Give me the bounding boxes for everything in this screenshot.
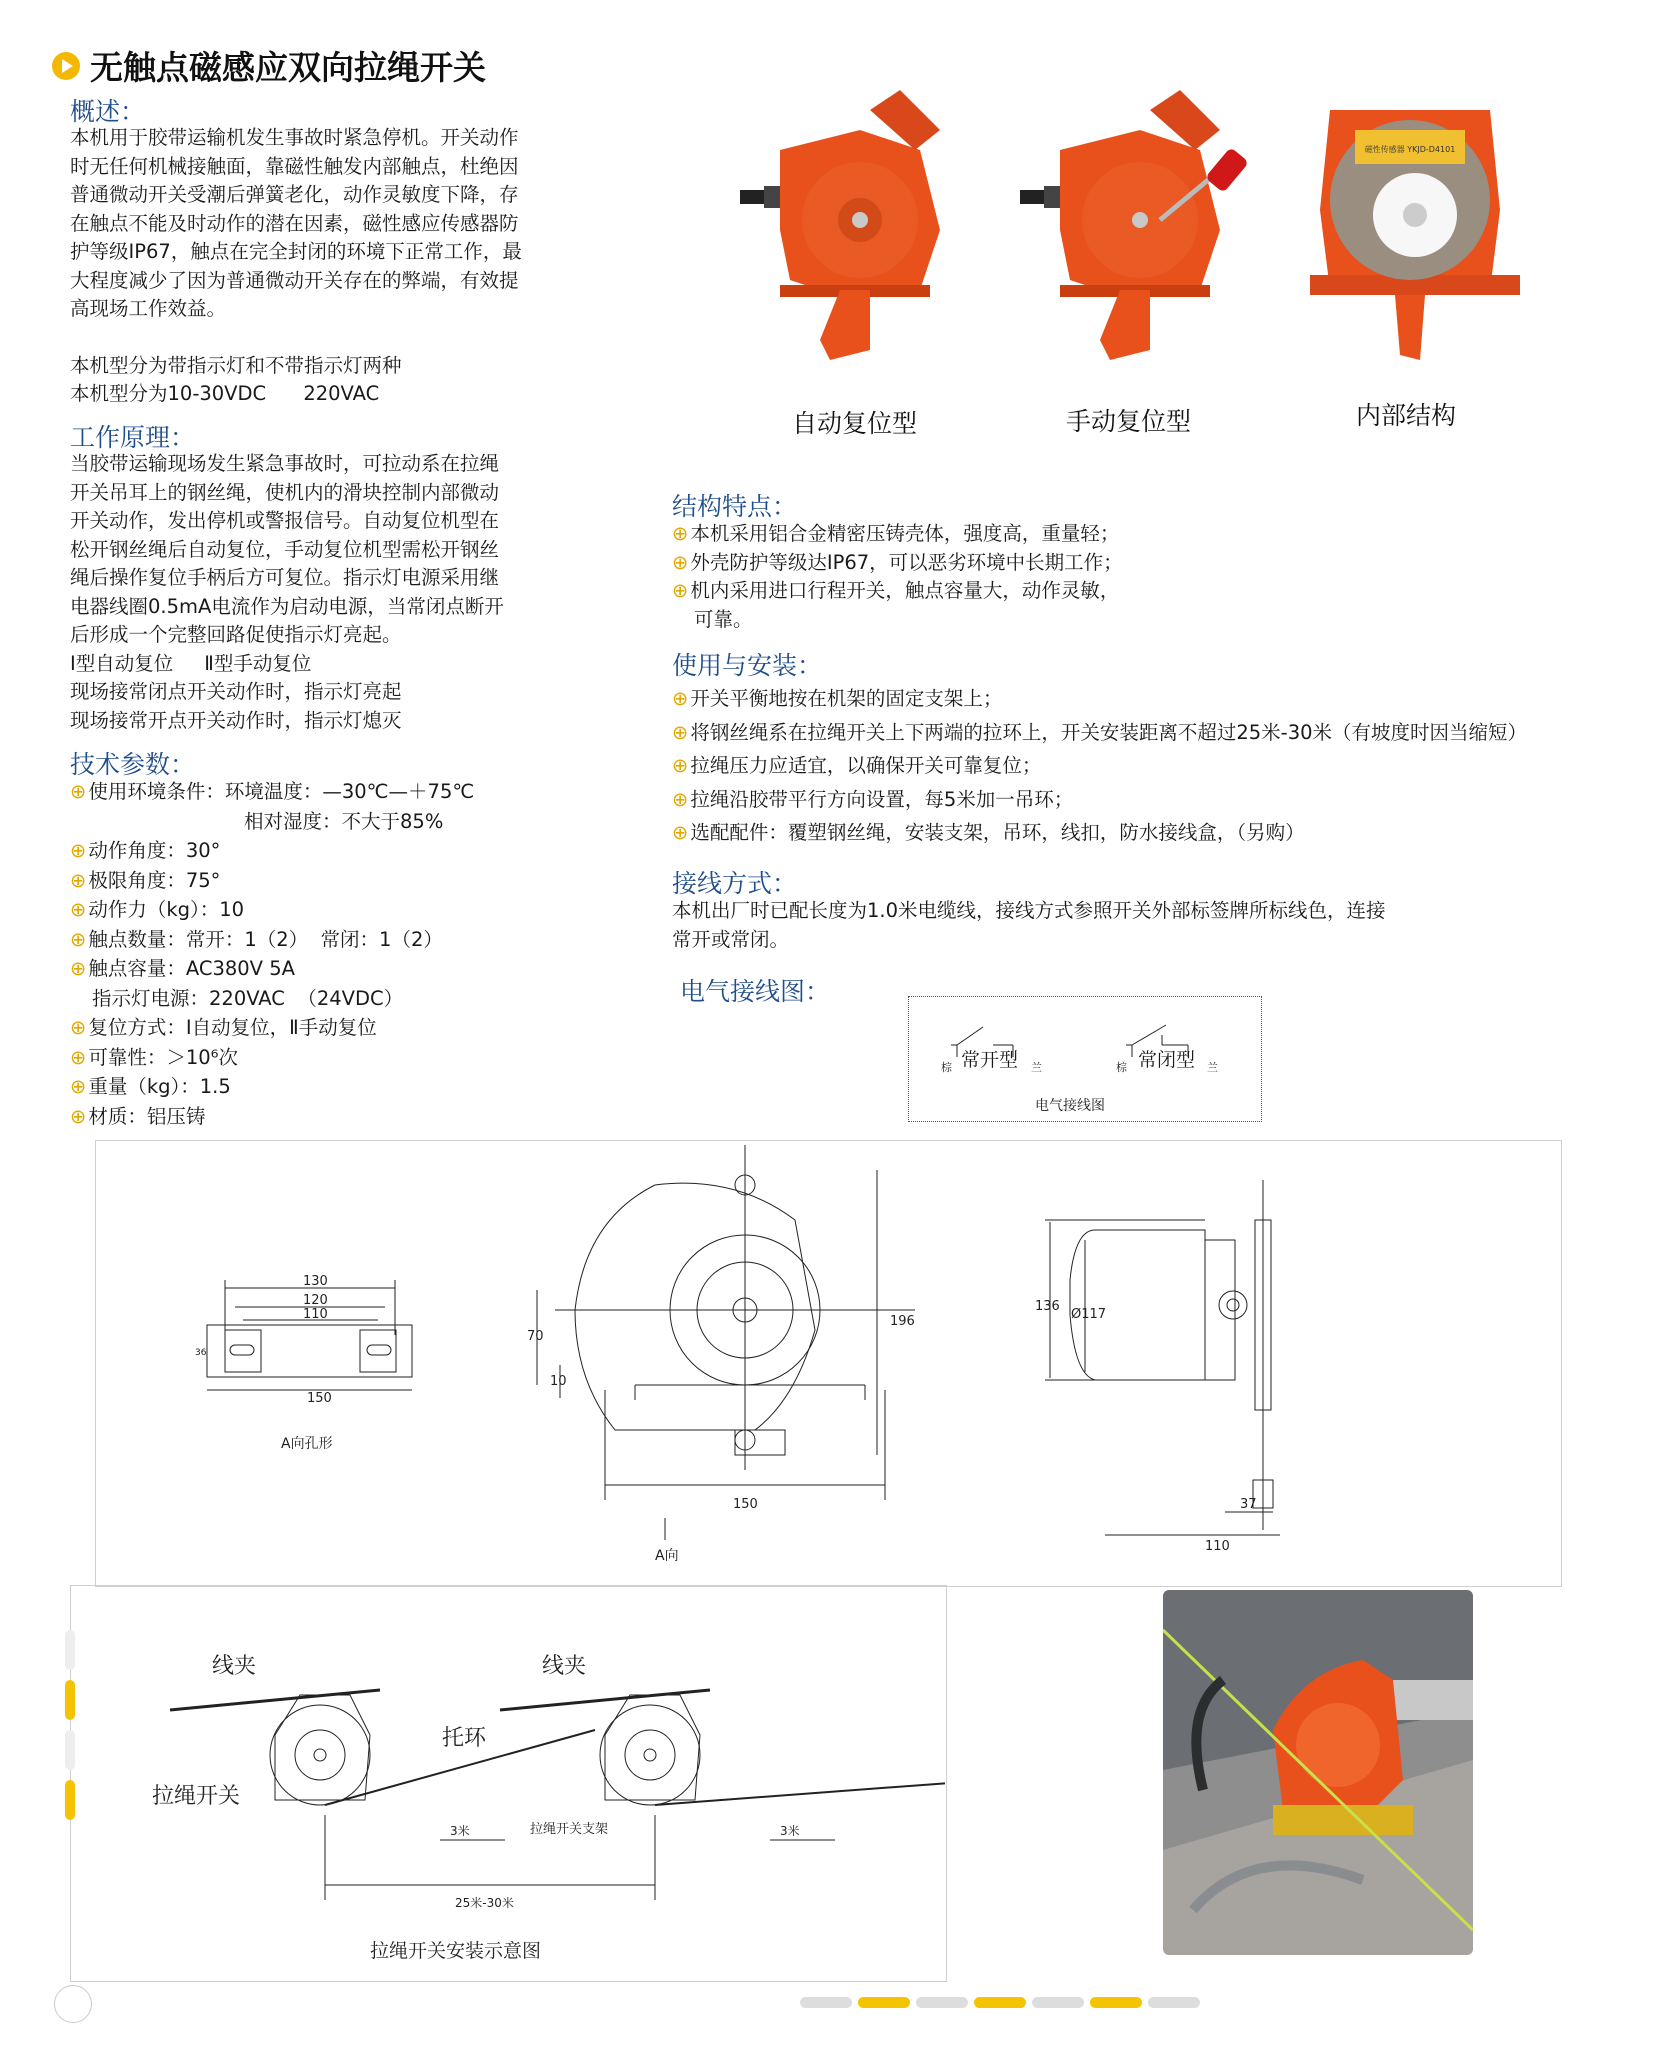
nc-label: 常闭型 <box>1138 1049 1196 1071</box>
install-caption: 拉绳开关安装示意图 <box>370 1940 542 1962</box>
nc-term-b: 兰 <box>1207 1061 1218 1074</box>
structure-list: ⊕ 本机采用铝合金精密压铸壳体，强度高，重量轻； ⊕ 外壳防护等级达IP67，可以恶劣环境中长期工作； ⊕ 机内采用进口行程开关，触点容量大，动作灵敏， 可靠。 <box>672 520 1123 634</box>
field-photo <box>1163 1590 1473 1955</box>
svg-text:磁性传感器 YKJD-D4101: 磁性传感器 YKJD-D4101 <box>1364 145 1456 154</box>
a-direction: A向 <box>655 1548 679 1564</box>
no-term-b: 兰 <box>1031 1061 1042 1074</box>
dim-130: 130 <box>303 1274 328 1289</box>
no-term-a: 棕 <box>941 1061 952 1074</box>
clamp-label-right: 线夹 <box>542 1654 587 1679</box>
tech-heading: 技术参数： <box>70 750 196 779</box>
caption-auto-reset: 自动复位型 <box>792 409 918 438</box>
electric-heading: 电气接线图： <box>680 977 831 1006</box>
install-heading: 使用与安装： <box>672 651 823 680</box>
manual-reset-photo <box>1020 90 1249 360</box>
dim-110-side: 110 <box>1205 1539 1230 1554</box>
dim-120: 120 <box>303 1293 328 1308</box>
page-corner-circle <box>54 1985 92 2023</box>
switch-right <box>500 1690 945 1805</box>
dim-37: 37 <box>1240 1497 1257 1512</box>
electric-diagram <box>908 996 1262 1122</box>
caption-internal: 内部结构 <box>1356 401 1457 430</box>
dim-110: 110 <box>303 1307 328 1322</box>
install-list: ⊕ 开关平衡地按在机架的固定支架上； ⊕ 将钢丝绳系在拉绳开关上下两端的拉环上，开关安装距离不超过25米-30米（有坡度时因当缩短） ⊕ 拉绳压力应适宜，以确保开关可靠复位； ⊕ 拉绳沿胶带平行方向设置，每5米加一吊环； ⊕ 选配配件：覆塑钢丝绳，安装支架，吊环，线扣，防水接线盒，（另购） <box>672 682 1527 850</box>
title-bullet-icon <box>52 52 80 80</box>
internal-structure-photo <box>1310 110 1520 360</box>
overview-heading: 概述： <box>70 97 146 126</box>
install-diagram <box>70 1585 945 1980</box>
side-view-drawing <box>1045 1180 1280 1535</box>
dim-136: 136 <box>1035 1299 1060 1314</box>
dim-150-front: 150 <box>733 1497 758 1512</box>
bracket-label: 拉绳开关支架 <box>530 1822 609 1837</box>
product-photos <box>740 90 1520 390</box>
dim-10: 10 <box>550 1374 567 1389</box>
no-label: 常开型 <box>961 1049 1019 1071</box>
dim-hole-h: 36 <box>195 1348 207 1358</box>
dimension-drawings <box>95 1140 1560 1585</box>
hole-caption: A向孔形 <box>281 1436 333 1452</box>
dim-196: 196 <box>890 1314 915 1329</box>
front-view-drawing <box>537 1145 915 1540</box>
switch-label: 拉绳开关 <box>152 1784 241 1809</box>
dim-117: Ø117 <box>1071 1307 1107 1322</box>
principle-heading: 工作原理： <box>70 423 196 452</box>
tech-list: ⊕ 使用环境条件：环境温度：—30℃—＋75℃ 相对湿度：不大于85% ⊕ 动作角度：30° ⊕ 极限角度：75° ⊕ 动作力（kg）：10 ⊕ 触点数量：常开：1（2） 常闭：1（2） ⊕ 触点容量：AC380V 5A 指示灯电源：220VAC （24VDC） ⊕ 复位方式：Ⅰ自动复位，Ⅱ手动复位 ⊕ 可靠性：＞10⁶次 ⊕ 重量（kg）：1.5 ⊕ 材质：铝压铸 <box>70 777 474 1131</box>
span-left: 3米 <box>450 1824 470 1838</box>
wiring-text: 本机出厂时已配长度为1.0米电缆线，接线方式参照开关外部标签牌所标线色，连接 常开或常闭。 <box>672 899 1386 951</box>
distance-label: 25米-30米 <box>455 1896 514 1910</box>
nc-term-a: 棕 <box>1116 1061 1127 1074</box>
dim-150-hole: 150 <box>307 1391 332 1406</box>
electric-caption: 电气接线图 <box>1035 1098 1105 1114</box>
caption-manual-reset: 手动复位型 <box>1066 407 1192 436</box>
auto-reset-photo <box>740 90 940 360</box>
wiring-heading: 接线方式： <box>672 869 798 898</box>
side-rail <box>65 1630 75 1830</box>
structure-heading: 结构特点： <box>672 492 798 521</box>
ring-label: 托环 <box>442 1726 487 1751</box>
principle-text: 当胶带运输现场发生紧急事故时，可拉动系在拉绳 开关吊耳上的钢丝绳，使机内的滑块控制内部微动 开关动作，发出停机或警报信号。自动复位机型在 松开钢丝绳后自动复位，手动复位机型需松开钢丝 绳后操作复位手柄后方可复位。指示灯电源采用继 电器线圈0.5mA电流作为启动电源，当常闭点断开 后形成一个完整回路促使指示灯亮起。 Ⅰ型自动复位 Ⅱ型手动复位 现场接常闭点开关动作时，指示灯亮起 现场接常开点开关动作时，指示灯熄灭 <box>70 452 504 732</box>
dim-70: 70 <box>527 1329 544 1344</box>
clamp-label-left: 线夹 <box>212 1654 257 1679</box>
span-right: 3米 <box>780 1824 800 1838</box>
page-title: 无触点磁感应双向拉绳开关 <box>52 42 486 89</box>
overview-text: 本机用于胶带运输机发生事故时紧急停机。开关动作 时无任何机械接触面，靠磁性触发内部触点，杜绝因 普通微动开关受潮后弹簧老化，动作灵敏度下降，存 在触点不能及时动作的潜在因素，磁性感应传感器防 护等级IP67，触点在完全封闭的环境下正常工作，最 大程度减少了因为普通微动开关存在的弊端，有效提 高现场工作效益。 本机型分为带指示灯和不带指示灯两种 本机型分为10-30VDC 220VAC <box>70 126 522 405</box>
page-indicator <box>800 1993 1206 2012</box>
